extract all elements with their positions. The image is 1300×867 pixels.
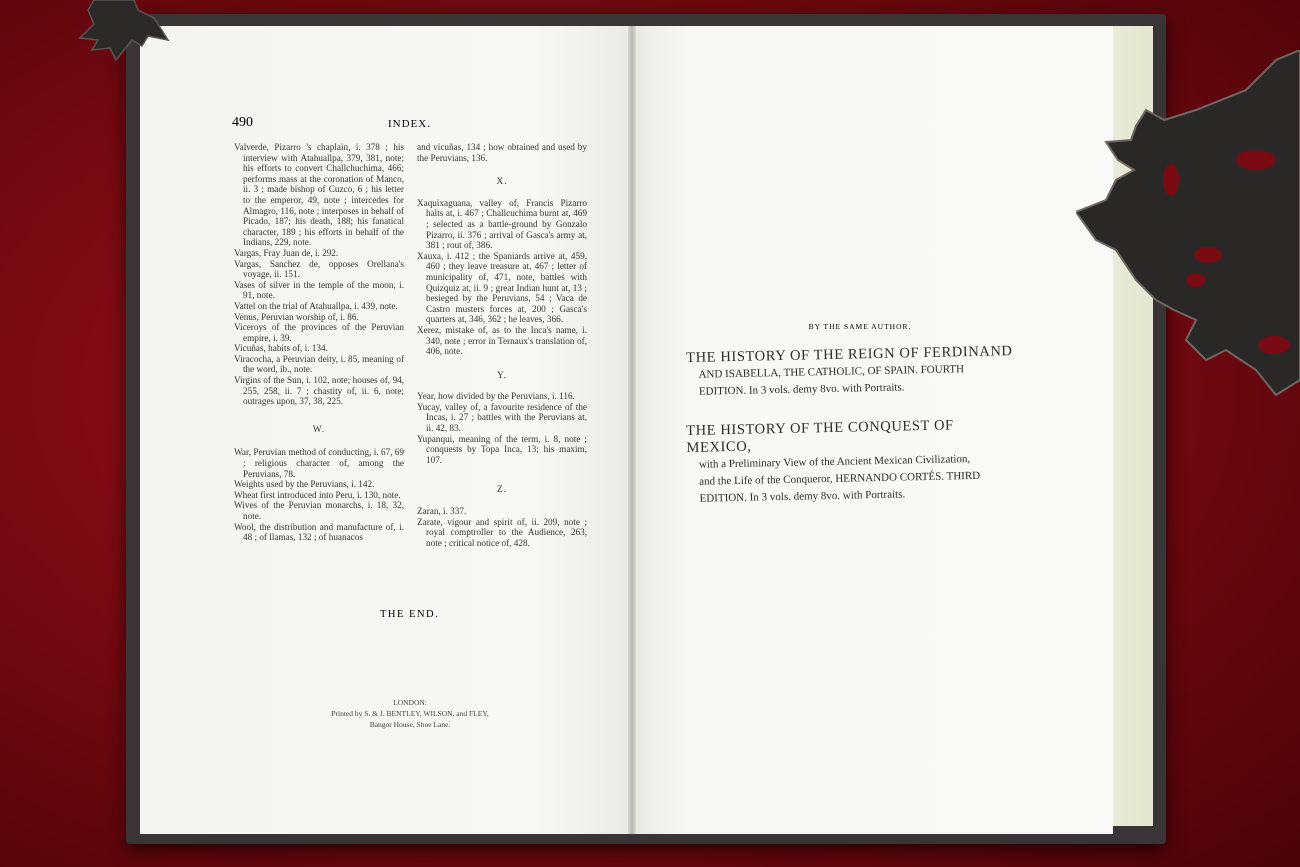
book-title: THE HISTORY OF THE REIGN OF FERDINAND <box>686 343 1013 366</box>
index-entry: Xaquixaguana, valley of, Francis Pizarro halts at, i. 467 ; Challcuchima burnt at, 469 ; selected as a battle-ground by Gonzalo Pizarro, ii. 376 ; arrival of Gasca's army at, 381 ; rout of, 386. <box>417 197 587 251</box>
index-entry: Xauxa, i. 412 ; the Spaniards arrive at, 459, 460 ; they leave treasure at, 467 ; letter of municipality of, 471, note, battles with Quizquiz at, ii. 9 ; great Indian hunt at, 13 ; besieged by the Peruvians, 54 ; Vaca de Castro musters forces at, 200 ; Gasca's quarters at, 346, 362 ; he leaves, 366. <box>417 250 587 325</box>
book-advert-ferdinand <box>686 343 1023 401</box>
index-entry: Zarate, vigour and spirit of, ii. 209, note ; royal comptroller to the Audience, 263, note ; critical notice of, 428. <box>417 516 587 548</box>
imprint-city: LONDON: <box>393 698 427 707</box>
index-entry: Weights used by the Peruvians, i. 142. <box>234 479 375 490</box>
book-subtitle: and the Life of the Conqueror, HERNANDO CORTÉS. THIRD <box>699 469 981 488</box>
corner-clasp-right <box>1076 50 1300 400</box>
index-entry: Vargas, Sanchez de, opposes Orellana's voyage, ii. 151. <box>234 258 404 280</box>
index-entry: Valverde, Pizarro 's chaplain, i. 378 ; his interview with Atahuallpa, 379, 381, note; his efforts to convert Challchuchima, 466; performs mass at the coronation of Manco, ii. 3 ; made bishop of Cuzco, 6 ; his letter to the emperor, 49, note ; intercedes for Almagro, 116, note ; interposes in behalf of Picado, 187; his death, 188; his fanatical character, 189 ; his efforts in behalf of the Indians, 229, note. <box>234 142 404 248</box>
byline: BY THE SAME AUTHOR, <box>808 322 912 331</box>
printer-imprint <box>300 697 520 730</box>
index-entry: Viracocha, a Peruvian deity, i. 85, meaning of the word, ib., note. <box>234 353 404 375</box>
index-column-1 <box>234 142 404 543</box>
clasp-hole <box>1236 150 1276 170</box>
page-number: 490 <box>232 115 253 130</box>
book-advert-mexico <box>686 416 1024 508</box>
index-entry: Vattel on the trial of Atahuallpa, i. 439, note. <box>234 300 398 311</box>
index-entry: Venus, Peruvian worship of, i. 86. <box>234 311 359 322</box>
the-end: THE END. <box>380 609 440 620</box>
index-entry: Vargas, Fray Juan de, i. 292. <box>234 247 339 258</box>
index-entry: Wives of the Peruvian monarchs, i. 18, 32, note. <box>234 500 404 521</box>
book-edition: EDITION. In 3 vols. demy 8vo. with Portraits. <box>699 488 906 505</box>
index-entry: Wheat first introduced into Peru, i. 130, note. <box>234 489 401 500</box>
section-letter-w: W. <box>312 424 326 435</box>
running-head: INDEX. <box>388 118 431 130</box>
book-gutter <box>628 26 636 834</box>
index-entry: and vicuñas, 134 ; how obtained and used by the Peruvians, 136. <box>417 142 587 163</box>
index-entry: Virgins of the Sun, i. 102, note; houses of, 94, 255, 258, ii. 7 ; chastity of, ii. 6, note; outrages upon, 37, 38, 225. <box>234 375 404 407</box>
index-column-2 <box>417 142 587 548</box>
book-title: THE HISTORY OF THE CONQUEST OF MEXICO, <box>686 417 954 456</box>
section-letter-z: Z. <box>496 485 508 496</box>
book-subtitle: with a Preliminary View of the Ancient Mexican Civilization, <box>698 453 971 471</box>
index-entry: Wool, the distribution and manufacture of, i. 48 ; of llamas, 132 ; of huanacos <box>234 521 404 543</box>
book-edition: EDITION. In 3 vols. demy 8vo. with Portraits. <box>698 381 905 398</box>
imprint-address: Bangor House, Shoe Lane. <box>369 720 451 729</box>
section-letter-y: Y. <box>496 370 507 381</box>
index-entry: Zaran, i. 337. <box>417 506 467 517</box>
section-letter-x: X. <box>496 177 508 188</box>
index-entry: War, Peruvian method of conducting, i. 67, 69 ; religious character of, among the Peruvians, 78. <box>234 447 404 479</box>
imprint-printer: Printed by S. & J. BENTLEY, WILSON, and FLEY, <box>331 709 489 718</box>
corner-clasp-top-left <box>76 0 176 70</box>
index-entry: Yucay, valley of, a favourite residence of the Incas, i. 27 ; battles with the Peruvians at, ii. 42, 83. <box>417 401 587 434</box>
index-entry: Vases of silver in the temple of the moon, i. 91, note. <box>234 279 404 301</box>
index-entry: Xerez, mistake of, as to the Inca's name, i. 340, note ; error in Ternaux's translation of, 406, note. <box>417 324 587 357</box>
index-entry: Vicuñas, habits of, i. 134. <box>234 343 328 354</box>
index-entry: Viceroys of the provinces of the Peruvian empire, i. 39. <box>234 322 404 343</box>
book-subtitle: AND ISABELLA, THE CATHOLIC, OF SPAIN. FOURTH <box>698 363 965 381</box>
index-entry: Yupanqui, meaning of the term, i. 8, note ; conquests by Topa Inca, 13; his maxim, 107. <box>417 433 587 465</box>
index-entry: Year, how divided by the Peruvians, i. 116. <box>417 391 575 402</box>
